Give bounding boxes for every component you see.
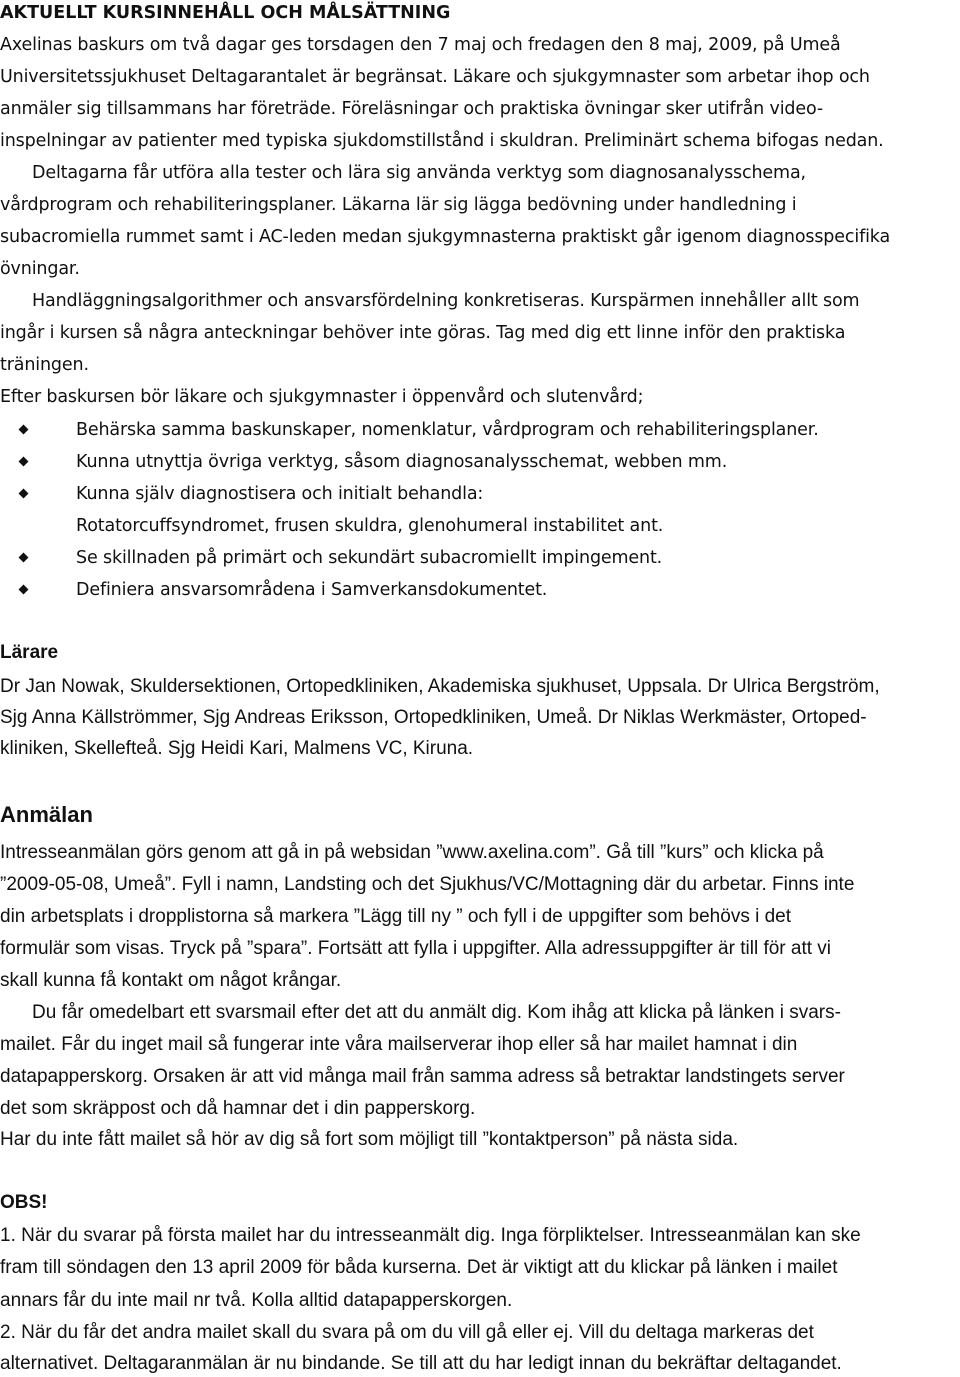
paragraph-line: 2. När du får det andra mailet skall du svara på om du vill gå eller ej. Vill du deltaga markeras det xyxy=(0,1322,814,1343)
paragraph-line: ingår i kursen så några anteckningar behöver inte göras. Tag med dig ett linne inför den praktiska xyxy=(0,323,846,343)
section-heading-course-content: AKTUELLT KURSINNEHÅLL OCH MÅLSÄTTNING xyxy=(0,3,451,23)
paragraph-line: kliniken, Skellefteå. Sjg Heidi Kari, Malmens VC, Kiruna. xyxy=(0,738,474,759)
paragraph-line: övningar. xyxy=(0,259,80,279)
paragraph-line: skall kunna få kontakt om något krångar. xyxy=(0,970,342,991)
section-heading-registration: Anmälan xyxy=(0,802,93,827)
paragraph-line: anmäler sig tillsammans har företräde. Föreläsningar och praktiska övningar sker utifrån video- xyxy=(0,99,824,119)
bullet-item: Se skillnaden på primärt och sekundärt subacromiellt impingement. xyxy=(76,548,663,568)
paragraph-line: 1. När du svarar på första mailet har du intresseanmält dig. Inga förpliktelser. Intresseanmälan kan ske xyxy=(0,1225,861,1246)
paragraph-line: subacromiella rummet samt i AC-leden medan sjukgymnasterna praktiskt går igenom diagnosspecifika xyxy=(0,227,891,247)
bullet-item: Definiera ansvarsområdena i Samverkansdokumentet. xyxy=(76,580,548,600)
paragraph-line: mailet. Får du inget mail så fungerar inte våra mailserverar ihop eller så har mailet hamnat i din xyxy=(0,1034,798,1055)
paragraph-line: annars får du inte mail nr två. Kolla alltid datapapperskorgen. xyxy=(0,1290,513,1311)
paragraph-line: Handläggningsalgorithmer och ansvarsfördelning konkretiseras. Kurspärmen innehåller allt som xyxy=(32,291,860,311)
paragraph-line: Dr Jan Nowak, Skuldersektionen, Ortopedkliniken, Akademiska sjukhuset, Uppsala. Dr Ulrica Bergström, xyxy=(0,676,880,697)
bullet-item-continuation: Rotatorcuffsyndromet, frusen skuldra, glenohumeral instabilitet ant. xyxy=(76,516,664,536)
paragraph-line: Universitetssjukhuset Deltagarantalet är begränsat. Läkare och sjukgymnaster som arbetar ihop och xyxy=(0,67,870,87)
paragraph-line: datapapperskorg. Orsaken är att vid många mail från samma adress så betraktar landstingets server xyxy=(0,1066,845,1087)
bullet-item: Kunna själv diagnostisera och initialt behandla: xyxy=(76,484,484,504)
paragraph-line: ”2009-05-08, Umeå”. Fyll i namn, Landsting och det Sjukhus/VC/Mottagning där du arbetar. Finns inte xyxy=(0,874,855,895)
paragraph-line: Du får omedelbart ett svarsmail efter det att du anmält dig. Kom ihåg att klicka på länken i svars- xyxy=(32,1002,841,1023)
paragraph-line: Deltagarna får utföra alla tester och lära sig använda verktyg som diagnosanalysschema, xyxy=(32,163,806,183)
bullet-item: Behärska samma baskunskaper, nomenklatur, vårdprogram och rehabiliteringsplaner. xyxy=(76,420,819,440)
section-heading-teachers: Lärare xyxy=(0,642,59,663)
paragraph-line: Axelinas baskurs om två dagar ges torsdagen den 7 maj och fredagen den 8 maj, 2009, på Umeå xyxy=(0,35,841,55)
diamond-bullet-icon xyxy=(19,553,29,563)
diamond-bullet-icon xyxy=(19,425,29,435)
paragraph-line: det som skräppost och då hamnar det i din papperskorg. xyxy=(0,1098,476,1119)
paragraph-line: din arbetsplats i dropplistorna så markera ”Lägg till ny ” och fyll i de uppgifter som behövs i det xyxy=(0,906,792,927)
paragraph-line: alternativet. Deltagaranmälan är nu bindande. Se till att du har ledigt innan du bekräftar deltagandet. xyxy=(0,1353,842,1374)
paragraph-line: Sjg Anna Källströmmer, Sjg Andreas Eriksson, Ortopedkliniken, Umeå. Dr Niklas Werkmäster, Ortoped- xyxy=(0,707,867,728)
paragraph-line: träningen. xyxy=(0,355,89,375)
bullet-item: Kunna utnyttja övriga verktyg, såsom diagnosanalysschemat, webben mm. xyxy=(76,452,728,472)
paragraph-line: Efter baskursen bör läkare och sjukgymnaster i öppenvård och slutenvård; xyxy=(0,387,644,407)
paragraph-line: inspelningar av patienter med typiska sjukdomstillstånd i skuldran. Preliminärt schema bifogas nedan. xyxy=(0,131,884,151)
paragraph-line: fram till söndagen den 13 april 2009 för båda kurserna. Det är viktigt att du klickar på länken i mailet xyxy=(0,1257,838,1278)
diamond-bullet-icon xyxy=(19,457,29,467)
paragraph-line: vårdprogram och rehabiliteringsplaner. Läkarna lär sig lägga bedövning under handledning i xyxy=(0,195,797,215)
diamond-bullet-icon xyxy=(19,585,29,595)
paragraph-line: Har du inte fått mailet så hör av dig så fort som möjligt till ”kontaktperson” på nästa sida. xyxy=(0,1129,739,1150)
diamond-bullet-icon xyxy=(19,489,29,499)
section-heading-obs: OBS! xyxy=(0,1192,48,1213)
paragraph-line: Intresseanmälan görs genom att gå in på websidan ”www.axelina.com”. Gå till ”kurs” och klicka på xyxy=(0,842,824,863)
paragraph-line: formulär som visas. Tryck på ”spara”. Fortsätt att fylla i uppgifter. Alla adressuppgifter är till för att vi xyxy=(0,938,832,959)
